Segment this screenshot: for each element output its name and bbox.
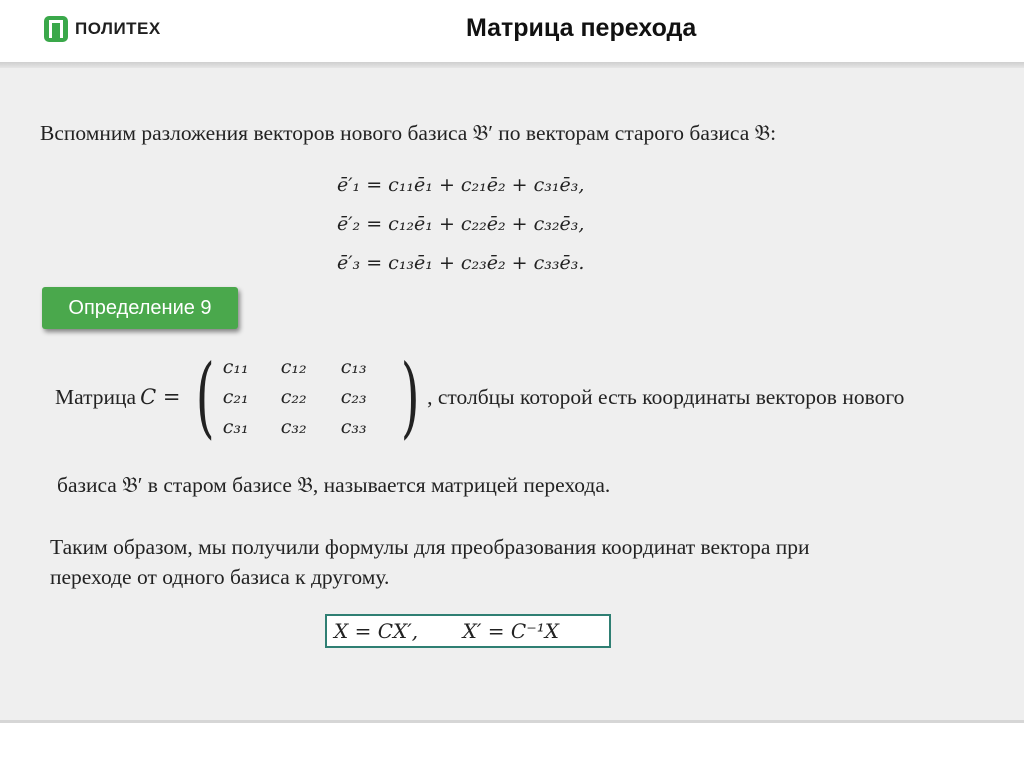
matrix-variable: C = bbox=[140, 385, 181, 409]
logo-icon bbox=[44, 16, 68, 42]
matrix-cell: c₁₂ bbox=[280, 356, 307, 378]
equation-1: ē′₁ = c₁₁ē₁ + c₂₁ē₂ + c₃₁ē₃, bbox=[337, 174, 585, 196]
left-paren: ( bbox=[196, 345, 216, 448]
definition-label: Определение 9 bbox=[42, 287, 238, 329]
intro-text: Вспомним разложения векторов нового базиса 𝔅′ по векторам старого базиса 𝔅: bbox=[40, 121, 777, 145]
definition-continuation: базиса 𝔅′ в старом базисе 𝔅, называется матрицей перехода. bbox=[57, 473, 611, 497]
basis-equations bbox=[337, 166, 584, 283]
equation-2: ē′₂ = c₁₂ē₁ + c₂₂ē₂ + c₃₂ē₃, bbox=[337, 213, 585, 235]
matrix-prefix: Матрица bbox=[55, 384, 137, 409]
matrix-cell: c₂₃ bbox=[340, 386, 367, 408]
page-title: Матрица перехода bbox=[466, 14, 697, 42]
transition-matrix bbox=[223, 352, 393, 442]
matrix-suffix: , столбцы которой есть координаты векторов нового bbox=[427, 384, 905, 409]
matrix-cell: c₂₂ bbox=[280, 386, 307, 408]
transition-formula: X = CX′, X′ = C⁻¹X bbox=[325, 614, 611, 648]
matrix-cell: c₃₂ bbox=[280, 416, 307, 438]
matrix-definition bbox=[55, 345, 905, 448]
conclusion-line-1: Таким образом, мы получили формулы для преобразования координат вектора при bbox=[50, 535, 810, 559]
matrix-cell: c₃₃ bbox=[340, 416, 367, 438]
logo bbox=[44, 16, 161, 42]
matrix-cell: c₃₁ bbox=[222, 416, 249, 438]
logo-text: ПОЛИТЕХ bbox=[75, 19, 161, 38]
header bbox=[0, 0, 1024, 62]
right-paren: ) bbox=[400, 345, 420, 448]
matrix-cell: c₁₃ bbox=[340, 356, 367, 378]
conclusion-line-2: переходе от одного базиса к другому. bbox=[50, 565, 390, 589]
equation-3: ē′₃ = c₁₃ē₁ + c₂₃ē₂ + c₃₃ē₃. bbox=[337, 252, 585, 274]
footer-divider bbox=[0, 720, 1024, 723]
matrix-cell: c₁₁ bbox=[222, 356, 249, 378]
matrix-cell: c₂₁ bbox=[222, 386, 249, 408]
